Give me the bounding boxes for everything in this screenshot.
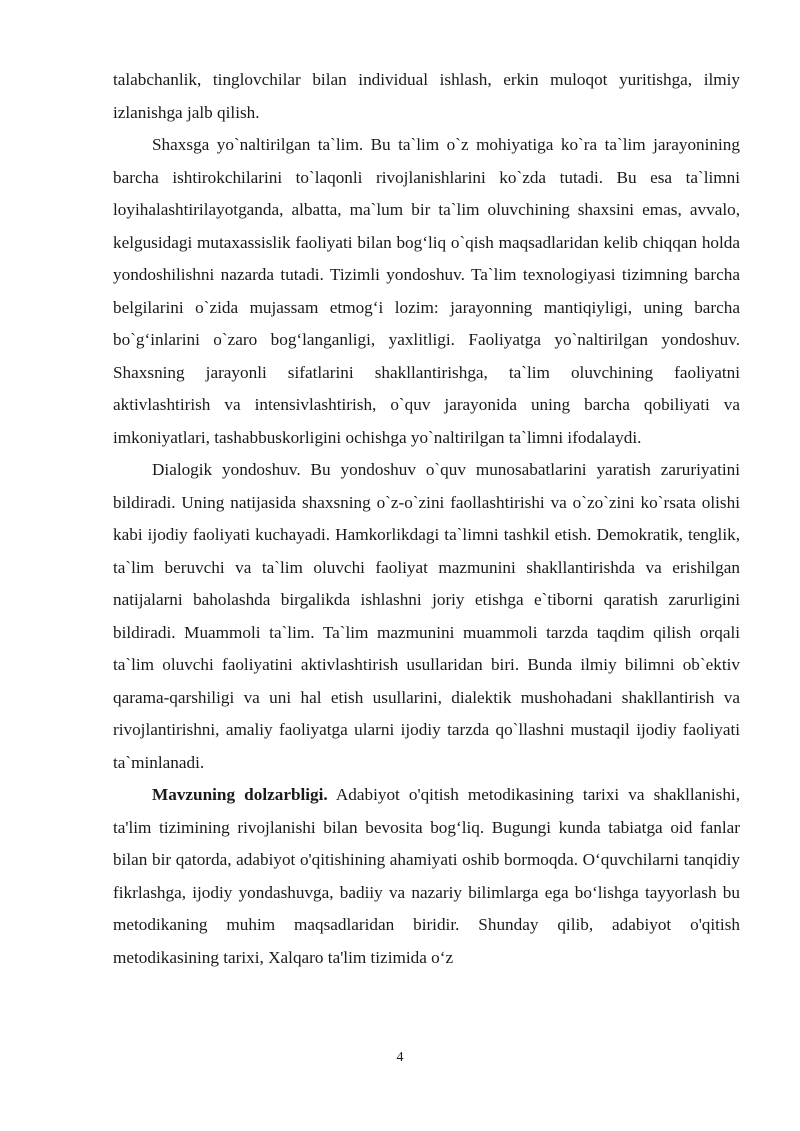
paragraph-continuation: talabchanlik, tinglovchilar bilan individual ishlash, erkin muloqot yuritishga, ilmiy izlanishga jalb qilish. xyxy=(113,70,740,122)
paragraph-personal-oriented-learning: Shaxsga yo`naltirilgan ta`lim. Bu ta`lim o`z mohiyatiga ko`ra ta`lim jarayonining barcha ishtirokchilarini to`laqonli rivojlanishlarini ko`zda tutadi. Bu esa ta`limni loyihalashtirilayotganda, albatta, ma`lum bir ta`lim oluvchining shaxsini emas, avvalo, kelgusidagi mutaxassislik faoliyati bilan bog‘liq o`qish maqsadlaridan kelib chiqqan holda yondoshilishni nazarda tutadi. Tizimli yondoshuv. Ta`lim texnologiyasi tizimning barcha belgilarini o`zida mujassam etmog‘i lozim: jarayonning mantiqiyligi, uning barcha bo`g‘inlarini o`zaro bog‘langanligi, yaxlitligi. Faoliyatga yo`naltirilgan yondoshuv. Shaxsning jarayonli sifatlarini shakllantirishga, ta`lim oluvchining faoliyatni aktivlashtirish va intensivlashtirish, o`quv jarayonida uning barcha qobiliyati va imkoniyatlari, tashabbuskorligini ochishga yo`naltirilgan ta`limni ifodalaydi. xyxy=(113,135,740,447)
topic-relevance-heading: Mavzuning dolzarbligi. xyxy=(152,785,328,804)
paragraph-dialogic-approach: Dialogik yondoshuv. Bu yondoshuv o`quv munosabatlarini yaratish zaruriyatini bildiradi. Uning natijasida shaxsning o`z-o`zini faollashtirishi va o`zo`zini ko`rsata olishi kabi ijodiy faoliyati kuchayadi. Hamkorlikdagi ta`limni tashkil etish. Demokratik, tenglik, ta`lim beruvchi va ta`lim oluvchi faoliyat mazmunini shakllantirishda va erishilgan natijalarni baholashda birgalikda ishlashni joriy etishga e`tiborni qaratish zarurligini bildiradi. Muammoli ta`lim. Ta`lim mazmunini muammoli tarzda taqdim qilish orqali ta`lim oluvchi faoliyatini aktivlashtirish usullaridan biri. Bunda ilmiy bilimni ob`ektiv qarama-qarshiligi va uni hal etish usullarini, dialektik mushohadani shakllantirish va rivojlantirishni, amaliy faoliyatga ularni ijodiy tarzda qo`llashni mustaqil ijodiy faoliyati ta`minlanadi. xyxy=(113,460,740,772)
body-text xyxy=(113,64,740,974)
paragraph-topic-relevance xyxy=(113,779,740,974)
topic-relevance-text: Adabiyot o'qitish metodikasining tarixi va shakllanishi, ta'lim tizimining rivojlanishi bilan bevosita bog‘liq. Bugungi kunda tabiatga oid fanlar bilan bir qatorda, adabiyot o'qitishining ahamiyati oshib bormoqda. O‘quvchilarni tanqidiy fikrlashga, ijodiy yondashuvga, badiiy va nazariy bilimlarga ega bo‘lishga tayyorlash bu metodikaning muhim maqsadlaridan biridir. Shunday qilib, adabiyot o'qitish metodikasining tarixi, Xalqaro ta'lim tizimida o‘z xyxy=(113,785,740,967)
page-number: 4 xyxy=(396,1050,404,1065)
